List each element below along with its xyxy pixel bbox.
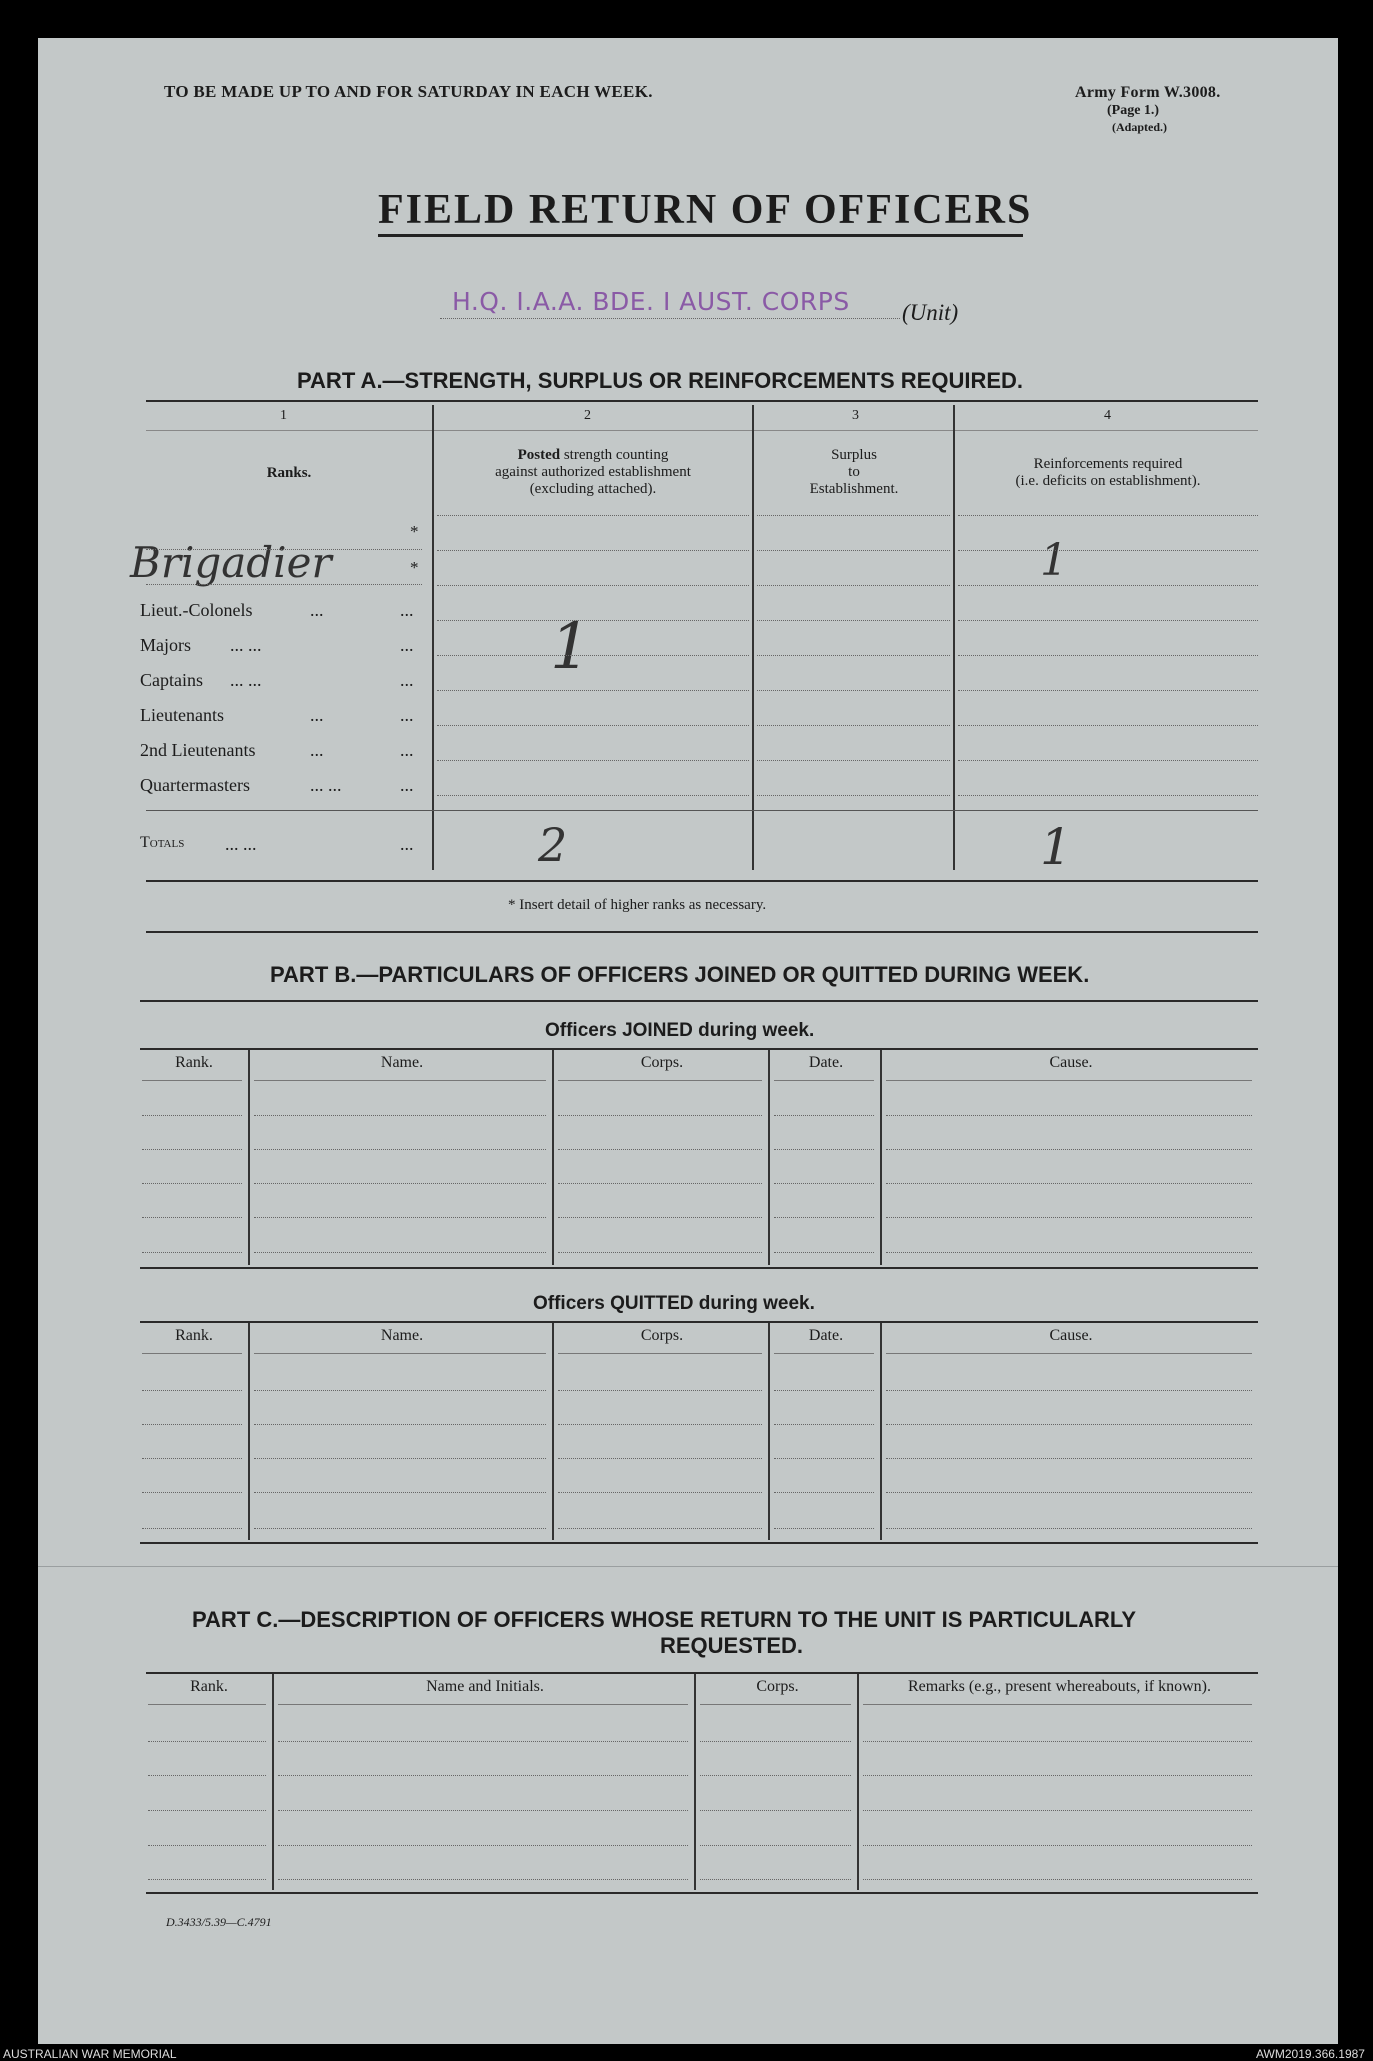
column-header: Rank.: [190, 1678, 228, 1695]
row-dotted-line: [437, 620, 749, 621]
rank-lieutenants: Lieutenants: [140, 705, 224, 725]
quitted-bottom-rule: [140, 1542, 1258, 1544]
row-dotted-line: [886, 1492, 1252, 1493]
table-column-divider: [857, 1674, 859, 1890]
row-dotted-line: [148, 1810, 266, 1811]
joined-top-rule: [140, 1048, 1258, 1050]
row-dotted-line: [757, 760, 950, 761]
row-dotted-line: [757, 620, 950, 621]
form-number: Army Form W.3008.: [1075, 84, 1221, 101]
leader-dots: ... ...: [225, 834, 257, 854]
column-header: Rank.: [175, 1054, 213, 1071]
part-a-divider-3: [953, 405, 955, 870]
row-dotted-line: [863, 1810, 1252, 1811]
column-header-rule: [142, 1080, 242, 1081]
row-dotted-line: [146, 549, 422, 550]
column-header: Date.: [808, 1054, 844, 1071]
footnote-rule: [146, 931, 1258, 933]
quitted-top-rule: [140, 1321, 1258, 1323]
col-number-2: 2: [584, 408, 591, 423]
instruction-text: TO BE MADE UP TO AND FOR SATURDAY IN EACH WEEK.: [164, 82, 653, 101]
table-column-divider: [768, 1323, 770, 1540]
column-header-rule: [886, 1353, 1252, 1354]
column-header: Corps.: [756, 1678, 799, 1695]
table-column-divider: [248, 1323, 250, 1540]
row-dotted-line: [886, 1390, 1252, 1391]
star-marker: *: [410, 522, 419, 541]
row-dotted-line: [863, 1845, 1252, 1846]
handwritten-brigadier-reinforcement: 1: [1040, 535, 1068, 586]
row-dotted-line: [142, 1115, 242, 1116]
column-header-rule: [558, 1353, 762, 1354]
row-dotted-line: [437, 725, 749, 726]
footnote: * Insert detail of higher ranks as necessary.: [508, 897, 767, 913]
joined-title: Officers JOINED during week.: [545, 1020, 815, 1041]
part-c-bottom-rule: [146, 1892, 1258, 1894]
row-dotted-line: [558, 1424, 762, 1425]
col-posted-header: [437, 447, 749, 498]
row-dotted-line: [437, 550, 749, 551]
row-dotted-line: [142, 1183, 242, 1184]
unit-label: (Unit): [902, 300, 959, 325]
row-dotted-line: [757, 655, 950, 656]
row-dotted-line: [254, 1252, 546, 1253]
row-dotted-line: [886, 1183, 1252, 1184]
column-header-rule: [886, 1080, 1252, 1081]
row-dotted-line: [278, 1845, 688, 1846]
print-code: D.3433/5.39—C.4791: [166, 1915, 272, 1929]
row-dotted-line: [958, 550, 1258, 551]
column-header: Rank.: [175, 1327, 213, 1344]
row-dotted-line: [437, 515, 749, 516]
part-a-bottom-rule: [146, 880, 1258, 882]
part-c-heading-line2: REQUESTED.: [660, 1633, 804, 1658]
row-dotted-line: [700, 1879, 851, 1880]
row-dotted-line: [774, 1458, 874, 1459]
row-dotted-line: [558, 1492, 762, 1493]
col-reinforcements-header: [958, 456, 1258, 490]
leader-dots: ... ...: [310, 775, 342, 795]
part-b-top-rule: [140, 1000, 1258, 1002]
column-header: Name and Initials.: [426, 1678, 544, 1695]
column-header-rule: [278, 1704, 688, 1705]
column-header-rule: [148, 1704, 266, 1705]
leader-dots: ...: [400, 834, 414, 854]
column-header-rule: [700, 1704, 851, 1705]
totals-rule: [146, 810, 1258, 811]
row-dotted-line: [142, 1458, 242, 1459]
row-dotted-line: [142, 1390, 242, 1391]
row-dotted-line: [437, 760, 749, 761]
row-dotted-line: [886, 1217, 1252, 1218]
leader-dots: ...: [400, 705, 414, 725]
handwritten-rank-brigadier: Brigadier: [130, 538, 332, 587]
col-posted-line2: against authorized establishment: [495, 464, 691, 480]
part-a-divider-1: [432, 405, 434, 870]
row-dotted-line: [774, 1424, 874, 1425]
leader-dots: ... ...: [230, 670, 262, 690]
rank-lieut-colonels: Lieut.-Colonels: [140, 600, 253, 620]
row-dotted-line: [700, 1845, 851, 1846]
row-dotted-line: [958, 655, 1258, 656]
row-dotted-line: [437, 655, 749, 656]
row-dotted-line: [558, 1458, 762, 1459]
row-dotted-line: [757, 725, 950, 726]
rank-quartermasters: Quartermasters: [140, 775, 250, 795]
row-dotted-line: [886, 1424, 1252, 1425]
table-column-divider: [552, 1323, 554, 1540]
footer-accession: AWM2019.366.1987: [1256, 2047, 1365, 2061]
row-dotted-line: [886, 1115, 1252, 1116]
row-dotted-line: [958, 725, 1258, 726]
handwritten-total-posted: 2: [538, 818, 568, 872]
handwritten-total-reinforcement: 1: [1040, 818, 1072, 876]
col-posted-line3: (excluding attached).: [529, 481, 657, 497]
row-dotted-line: [757, 515, 950, 516]
row-dotted-line: [700, 1810, 851, 1811]
row-dotted-line: [757, 690, 950, 691]
row-dotted-line: [254, 1217, 546, 1218]
form-title: FIELD RETURN OF OFFICERS: [378, 187, 1033, 233]
row-dotted-line: [958, 585, 1258, 586]
row-dotted-line: [146, 584, 422, 585]
column-header: Corps.: [640, 1327, 684, 1344]
row-dotted-line: [863, 1741, 1252, 1742]
col-number-1: 1: [280, 408, 287, 423]
row-dotted-line: [278, 1810, 688, 1811]
row-dotted-line: [254, 1115, 546, 1116]
row-dotted-line: [886, 1528, 1252, 1529]
col-surplus-line2: to: [848, 464, 860, 480]
column-header-rule: [254, 1080, 546, 1081]
row-dotted-line: [700, 1775, 851, 1776]
row-dotted-line: [774, 1492, 874, 1493]
row-dotted-line: [774, 1217, 874, 1218]
row-dotted-line: [437, 585, 749, 586]
leader-dots: ...: [400, 600, 414, 620]
row-dotted-line: [278, 1775, 688, 1776]
row-dotted-line: [142, 1492, 242, 1493]
row-dotted-line: [958, 760, 1258, 761]
row-dotted-line: [278, 1741, 688, 1742]
title-underline: [378, 234, 1023, 237]
col-surplus-line1: Surplus: [831, 447, 877, 463]
handwritten-majors-posted: 1: [550, 610, 591, 684]
row-dotted-line: [142, 1149, 242, 1150]
row-dotted-line: [148, 1741, 266, 1742]
row-dotted-line: [757, 550, 950, 551]
row-dotted-line: [254, 1458, 546, 1459]
leader-dots: ...: [400, 740, 414, 760]
column-header-rule: [774, 1353, 874, 1354]
row-dotted-line: [437, 795, 749, 796]
row-dotted-line: [958, 690, 1258, 691]
page-number: (Page 1.): [1107, 103, 1160, 118]
table-column-divider: [272, 1674, 274, 1890]
row-dotted-line: [142, 1528, 242, 1529]
leader-dots: ...: [310, 600, 324, 620]
row-dotted-line: [886, 1149, 1252, 1150]
row-dotted-line: [558, 1217, 762, 1218]
row-dotted-line: [142, 1252, 242, 1253]
column-header: Cause.: [1049, 1054, 1093, 1071]
adapted-note: (Adapted.): [1112, 120, 1168, 134]
row-dotted-line: [886, 1252, 1252, 1253]
leader-dots: ...: [400, 670, 414, 690]
row-dotted-line: [148, 1845, 266, 1846]
star-marker: *: [410, 558, 419, 577]
table-column-divider: [694, 1674, 696, 1890]
col-reinf-line1: Reinforcements required: [1033, 456, 1183, 472]
row-dotted-line: [254, 1149, 546, 1150]
col-surplus-header: [757, 447, 951, 498]
table-column-divider: [880, 1050, 882, 1265]
row-dotted-line: [254, 1390, 546, 1391]
rank-2nd-lieutenants: 2nd Lieutenants: [140, 740, 256, 760]
row-dotted-line: [700, 1741, 851, 1742]
row-dotted-line: [254, 1528, 546, 1529]
part-a-top-rule: [146, 400, 1258, 402]
column-header: Name.: [380, 1327, 424, 1344]
col-reinf-line2: (i.e. deficits on establishment).: [1015, 473, 1201, 489]
col-number-rule: [146, 430, 1258, 431]
col-posted-bold: Posted: [517, 447, 561, 463]
part-a-heading: PART A.—STRENGTH, SURPLUS OR REINFORCEMENTS REQUIRED.: [297, 368, 1024, 393]
column-header-rule: [142, 1353, 242, 1354]
row-dotted-line: [558, 1390, 762, 1391]
row-dotted-line: [558, 1183, 762, 1184]
col-number-3: 3: [852, 408, 859, 423]
unit-stamp: H.Q. I.A.A. BDE. I AUST. CORPS: [452, 287, 850, 316]
row-dotted-line: [254, 1183, 546, 1184]
column-header: Corps.: [640, 1054, 684, 1071]
rank-majors: Majors: [140, 635, 191, 655]
leader-dots: ...: [310, 740, 324, 760]
unit-dotted-line: [440, 318, 900, 319]
rank-captains: Captains: [140, 670, 203, 690]
leader-dots: ... ...: [230, 635, 262, 655]
row-dotted-line: [774, 1115, 874, 1116]
row-dotted-line: [958, 620, 1258, 621]
row-dotted-line: [774, 1149, 874, 1150]
row-dotted-line: [148, 1775, 266, 1776]
row-dotted-line: [774, 1528, 874, 1529]
row-dotted-line: [757, 585, 950, 586]
row-dotted-line: [774, 1252, 874, 1253]
row-dotted-line: [254, 1492, 546, 1493]
row-dotted-line: [774, 1183, 874, 1184]
part-c-top-rule: [146, 1672, 1258, 1674]
row-dotted-line: [886, 1458, 1252, 1459]
leader-dots: ...: [400, 775, 414, 795]
table-column-divider: [248, 1050, 250, 1265]
leader-dots: ...: [400, 635, 414, 655]
row-dotted-line: [558, 1149, 762, 1150]
col-number-4: 4: [1104, 408, 1111, 423]
part-b-heading: PART B.—PARTICULARS OF OFFICERS JOINED OR QUITTED DURING WEEK.: [270, 962, 1090, 987]
part-a-divider-2: [752, 405, 754, 870]
row-dotted-line: [958, 795, 1258, 796]
col-surplus-line3: Establishment.: [809, 481, 899, 497]
column-header-rule: [863, 1704, 1252, 1705]
column-header: Name.: [380, 1054, 424, 1071]
row-dotted-line: [958, 515, 1258, 516]
column-header-rule: [254, 1353, 546, 1354]
row-dotted-line: [558, 1115, 762, 1116]
column-header-rule: [558, 1080, 762, 1081]
joined-bottom-rule: [140, 1267, 1258, 1269]
col-posted-rest: strength counting: [563, 447, 669, 463]
row-dotted-line: [142, 1217, 242, 1218]
fold-line: [38, 1566, 1338, 1567]
table-column-divider: [880, 1323, 882, 1540]
footer-institution: AUSTRALIAN WAR MEMORIAL: [3, 2047, 177, 2061]
leader-dots: ...: [310, 705, 324, 725]
column-header: Cause.: [1049, 1327, 1093, 1344]
row-dotted-line: [863, 1879, 1252, 1880]
row-dotted-line: [757, 795, 950, 796]
table-column-divider: [552, 1050, 554, 1265]
column-header-rule: [774, 1080, 874, 1081]
row-dotted-line: [558, 1252, 762, 1253]
row-dotted-line: [278, 1879, 688, 1880]
column-header: Remarks (e.g., present whereabouts, if known).: [907, 1678, 1212, 1695]
row-dotted-line: [148, 1879, 266, 1880]
row-dotted-line: [863, 1775, 1252, 1776]
row-dotted-line: [254, 1424, 546, 1425]
quitted-title: Officers QUITTED during week.: [533, 1293, 815, 1314]
column-header: Date.: [808, 1327, 844, 1344]
row-dotted-line: [437, 690, 749, 691]
col-ranks-header: Ranks.: [266, 465, 312, 481]
row-dotted-line: [142, 1424, 242, 1425]
row-dotted-line: [774, 1390, 874, 1391]
table-column-divider: [768, 1050, 770, 1265]
totals-label: Totals: [140, 834, 185, 851]
row-dotted-line: [558, 1528, 762, 1529]
part-c-heading-line1: PART C.—DESCRIPTION OF OFFICERS WHOSE RETURN TO THE UNIT IS PARTICULARLY: [192, 1607, 1136, 1632]
